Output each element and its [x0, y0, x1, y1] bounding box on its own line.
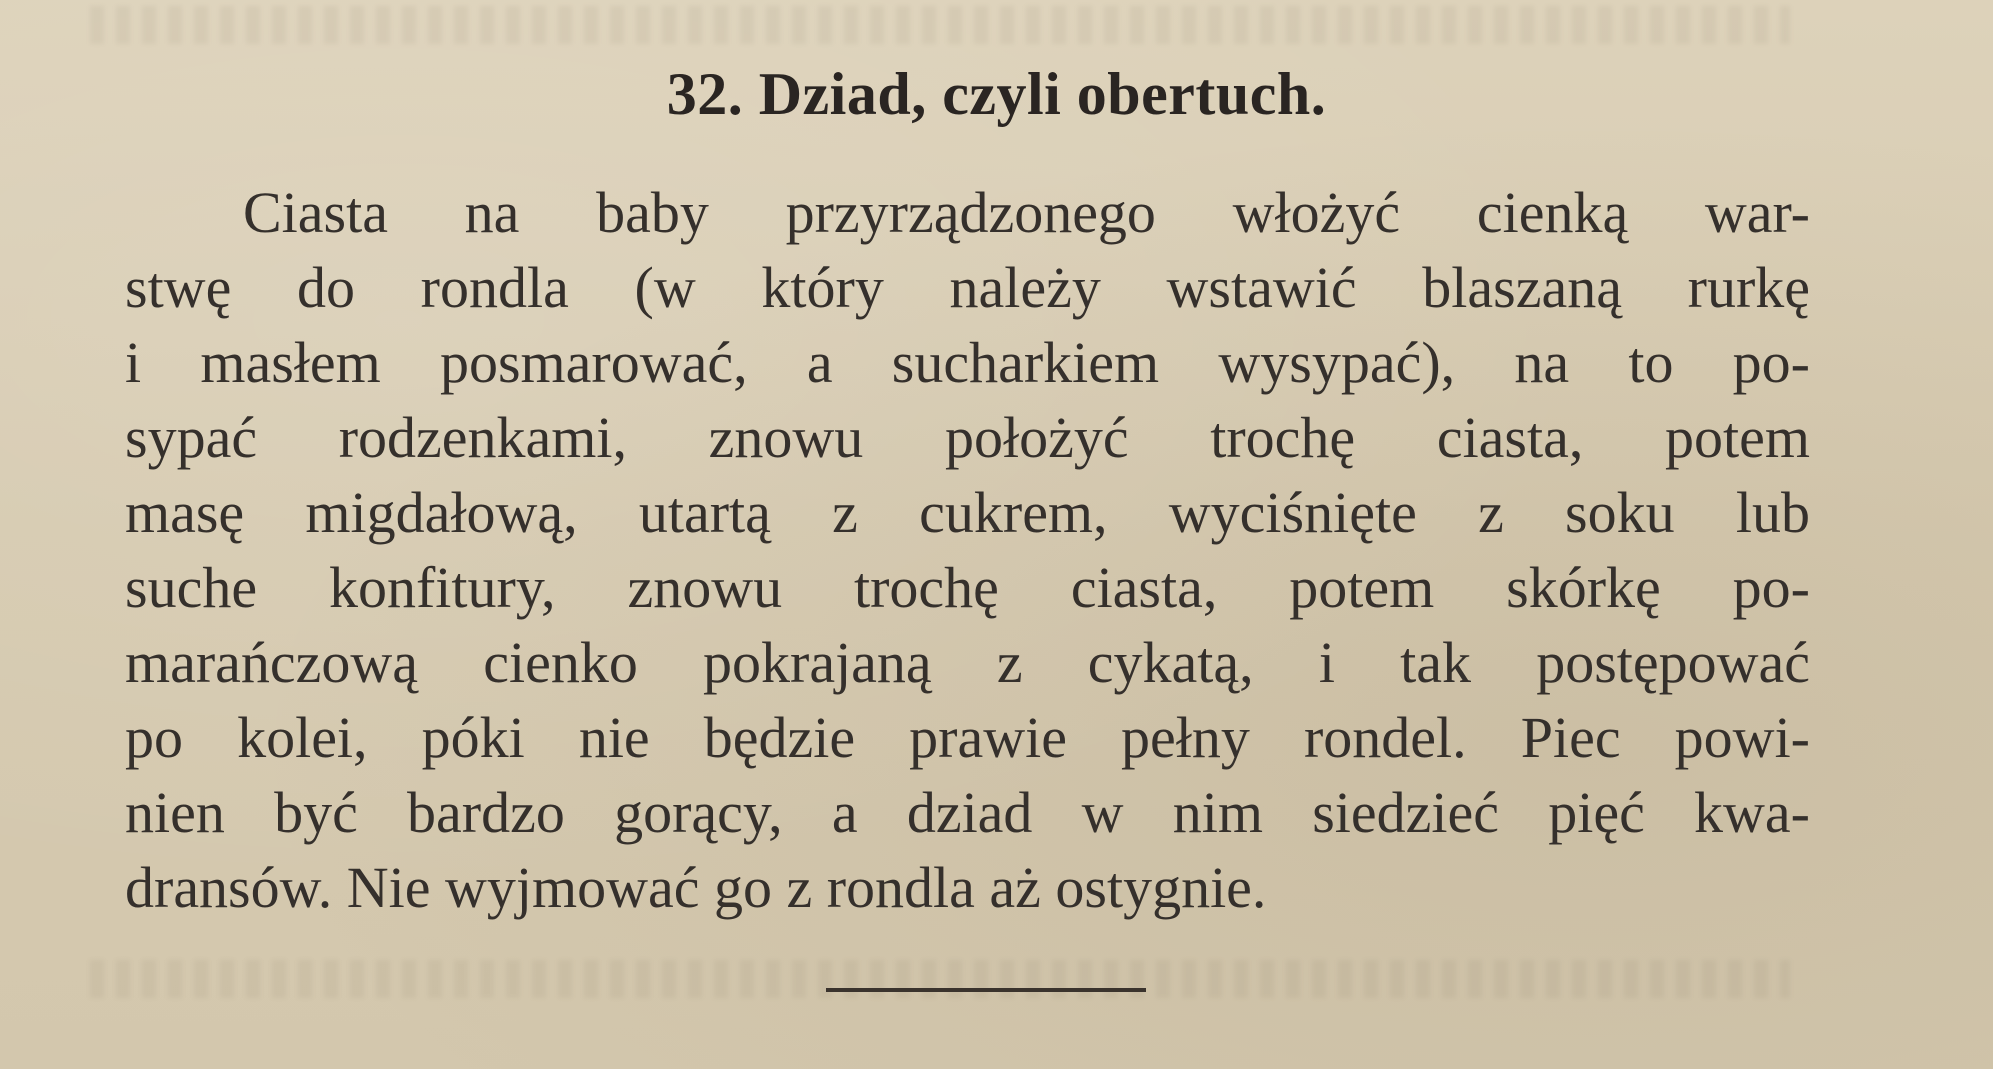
recipe-line: i masłem posmarować, a sucharkiem wysypać), na to po- — [125, 330, 1810, 395]
recipe-heading: 32. Dziad, czyli obertuch. — [666, 61, 1327, 127]
recipe-line: po kolei, póki nie będzie prawie pełny rondel. Piec powi- — [125, 705, 1810, 770]
recipe-body — [125, 175, 1810, 925]
recipe-line: dransów. Nie wyjmować go z rondla aż ostygnie. — [125, 855, 1267, 920]
recipe-line: suche konfitury, znowu trochę ciasta, potem skórkę po- — [125, 555, 1810, 620]
section-divider — [826, 988, 1146, 992]
show-through-text-bottom — [90, 960, 1790, 998]
show-through-text-top — [90, 6, 1790, 44]
recipe-line: masę migdałową, utartą z cukrem, wyciśnięte z soku lub — [125, 480, 1810, 545]
recipe-line: stwę do rondla (w który należy wstawić blaszaną rurkę — [125, 255, 1810, 320]
recipe-line: Ciasta na baby przyrządzonego włożyć cienką war- — [243, 180, 1810, 245]
recipe-line: marańczową cienko pokrajaną z cykatą, i tak postępować — [125, 630, 1810, 695]
recipe-line: sypać rodzenkami, znowu położyć trochę ciasta, potem — [125, 405, 1810, 470]
recipe-line: nien być bardzo gorący, a dziad w nim siedzieć pięć kwa- — [125, 780, 1810, 845]
